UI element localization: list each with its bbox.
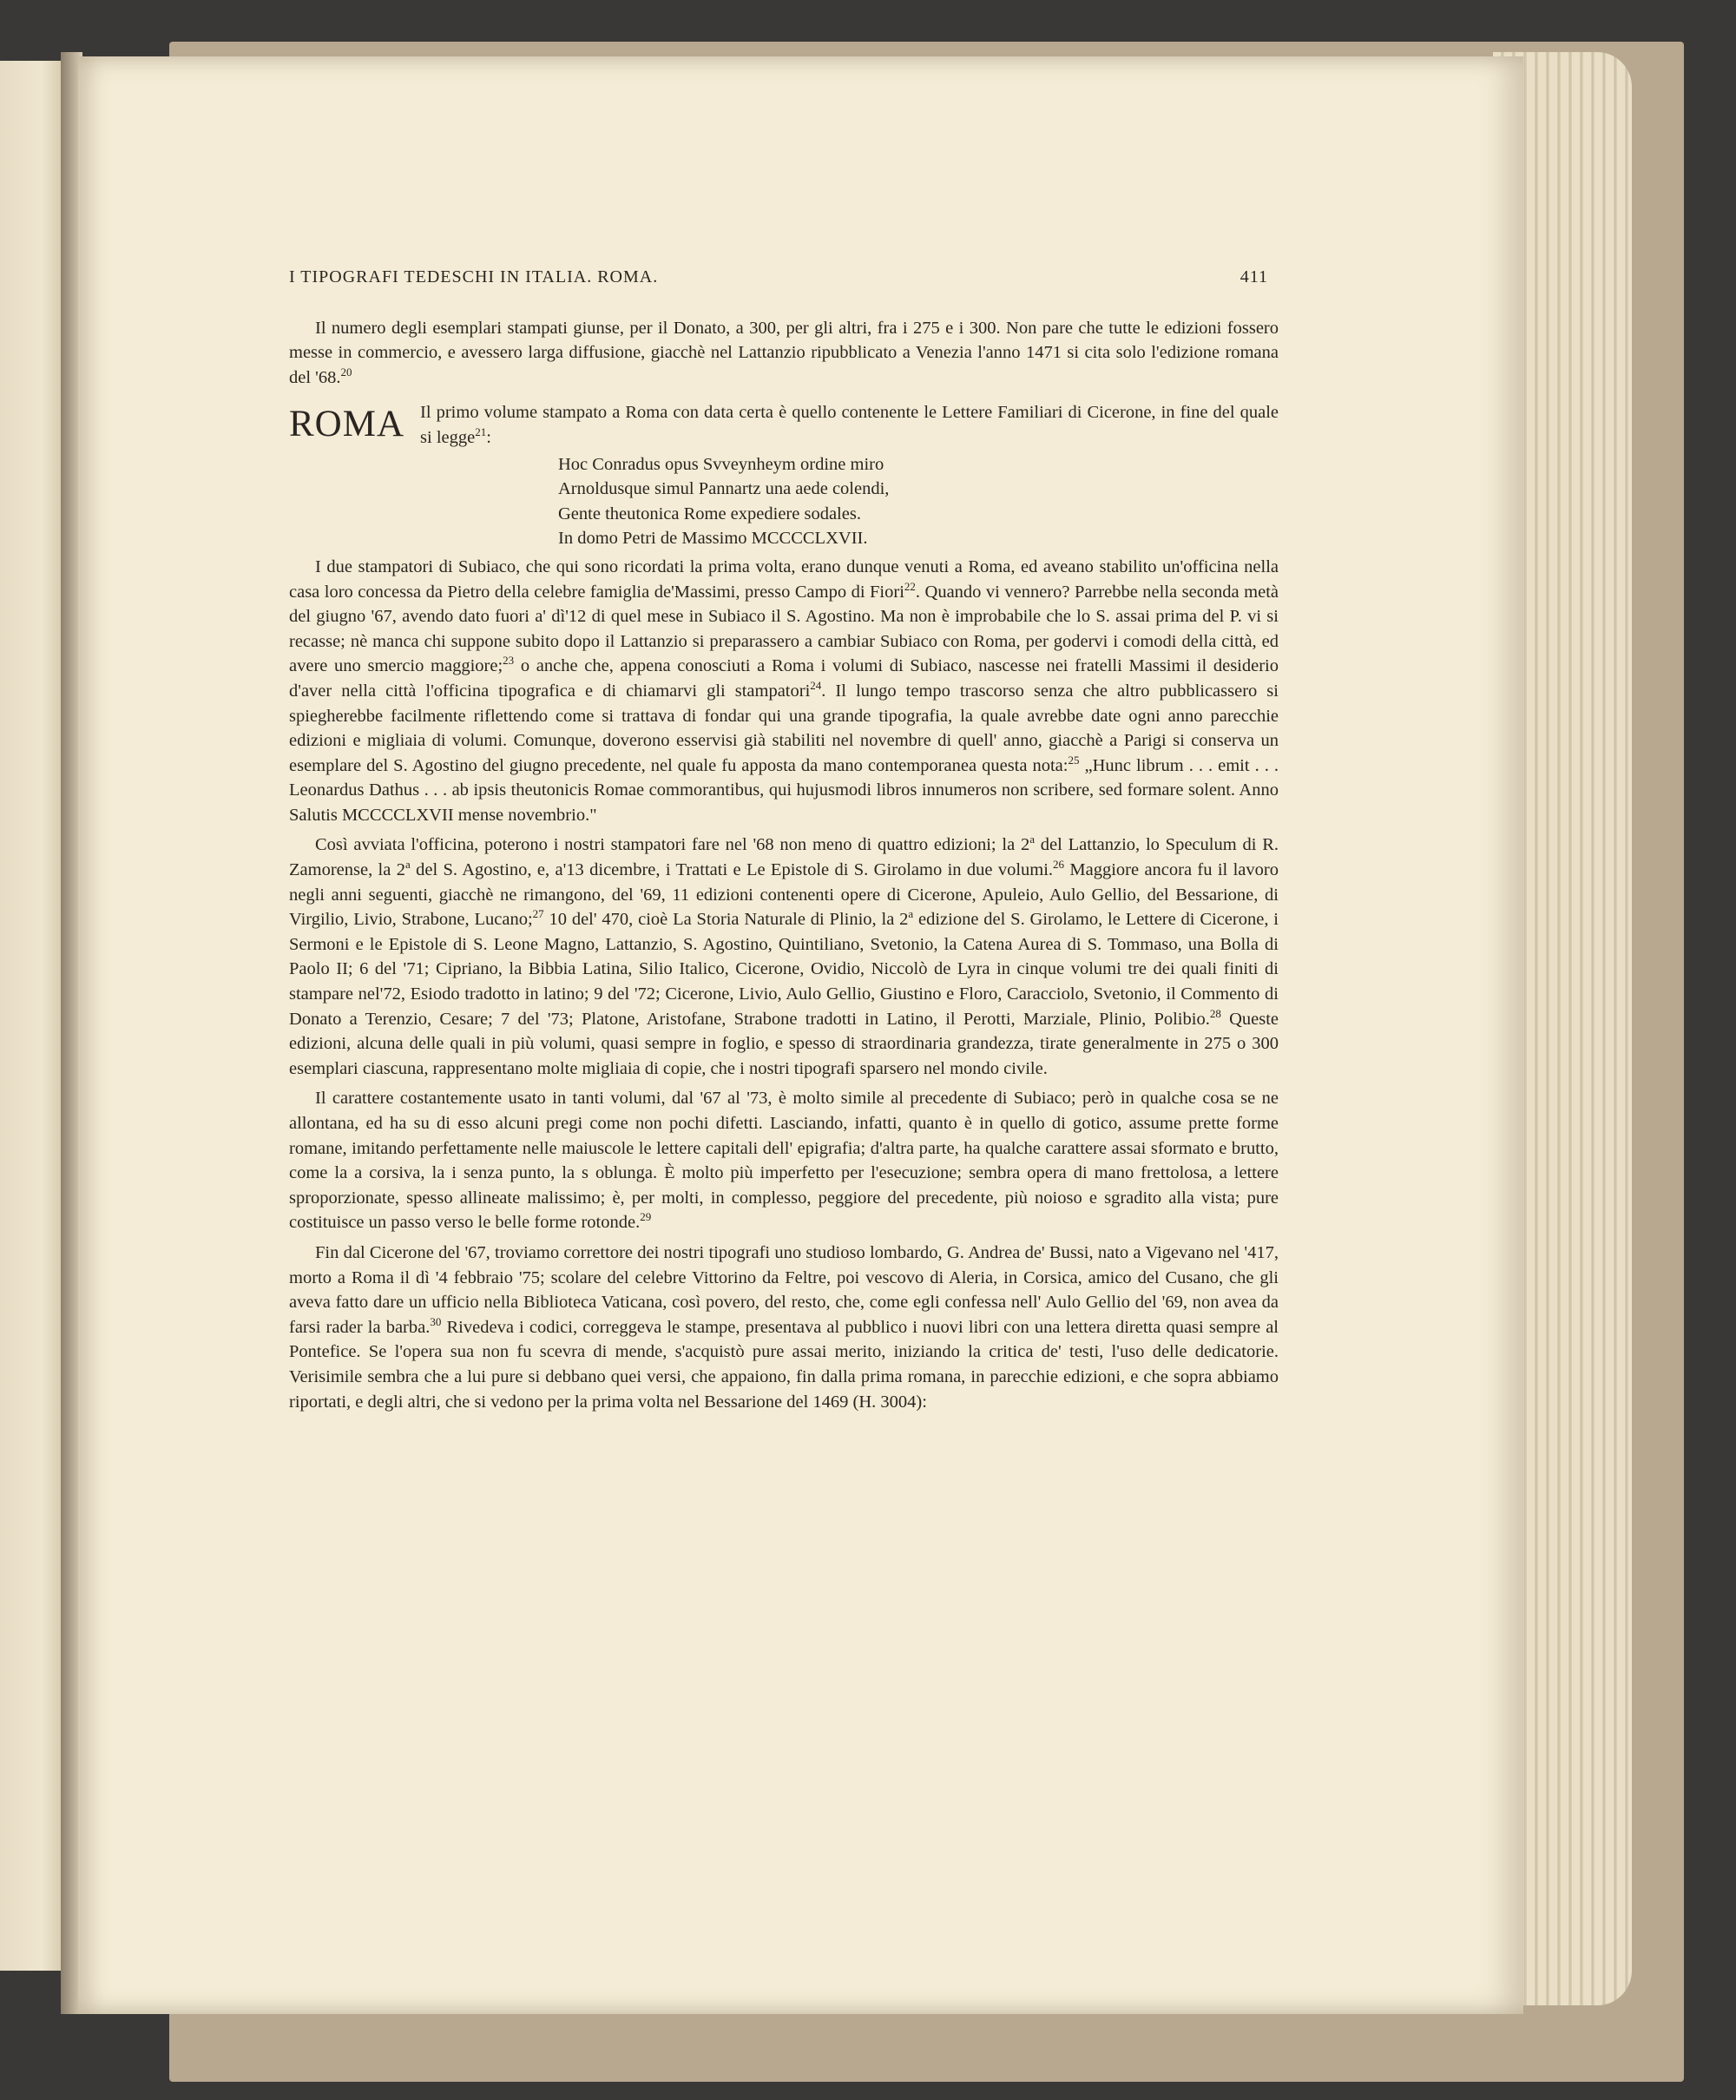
paragraph-roma-first: Il primo volume stampato a Roma con data certa è quello contenente le Lettere Familiari di Cicerone, in fine del quale si legge$^{21}$: [420, 403, 1279, 447]
paragraph-intro: Il numero degli esemplari stampati giunse, per il Donato, a 300, per gli altri, fra i 275 e i 300. Non pare che tutte le edizioni fossero messe in commercio, e avessero larga diffusione, giacchè nel Lattanzio ripubblicato a Venezia l'anno 1471 si cita solo l'edizione romana del '68.20 [289, 318, 1279, 387]
footnote-ref: 28 [1209, 1006, 1221, 1020]
verse-line: Gente theutonica Rome expediere sodales. [558, 504, 861, 523]
page-number: 411 [1240, 267, 1268, 286]
paragraph-stampatori: I due stampatori di Subiaco, che qui sono ricordati la prima volta, erano dunque venuti a Roma, ed aveano stabilito un'officina nella casa loro concessa da Pietro della celebre famiglia de'Massimi, presso Campo di Fiori$^{22}$. Quando vi vennero? Parrebbe nella seconda metà del giugno '67, avendo dato fuori a' dì'12 di quel mese in Subiaco il S. Agostino. Ma non è improbabile che lo S. assai prima del P. vi si recasse; nè manca chi suppone subito dopo il Lattanzio si preparassero a cambiar Subiaco con Roma, per godervi i comodi della città, ed avere uno smercio maggiore;$^{23}$ o anche che, appena conosciuti a Roma i volumi di Subiaco, nascesse nei fratelli Massimi il desiderio d'aver nella città l'officina tipografica e di chiamarvi gli stampatori$^{24}$. Il lungo tempo trascorso senza che altro pubblicassero si spiegherebbe facilmente riflettendo come si trattava di fondar qui una grande tipografia, la quale avrebbe date ogni anno parecchie edizioni e migliaia di volumi. Comunque, doverono esservisi già stabiliti nel novembre di quell' anno, giacchè a Parigi si conserva un esemplare del S. Agostino del giugno precedente, nel quale fu apposta da mano contemporanea questa nota:$^{25}$ „Hunc librum . . . emit . . . Leonardus Dathus . . . ab ipsis theutonicis Romae commorantibus, qui hujusmodi libros innumeros non scribere, sed formare solent. Anno Salutis MCCCCLXVII mense novembrio." [289, 556, 1279, 825]
running-title: I TIPOGRAFI TEDESCHI IN ITALIA. ROMA. [289, 267, 659, 286]
running-head [289, 265, 1279, 290]
paragraph-correttore: Fin dal Cicerone del '67, troviamo correttore dei nostri tipografi uno studioso lombardo, G. Andrea de' Bussi, nato a Vigevano nel '417, morto a Roma il dì '4 febbraio '75; scolare del celebre Vittorino da Feltre, poi vescovo di Aleria, in Corsica, amico del Cusano, che gli aveva fatto dare un ufficio nella Biblioteca Vaticana, così povero, del resto, che, come egli confessa nell' Aulo Gellio del '69, non avea da farsi rader la barba.$^{30}$ Rivedeva i codici, correggeva le stampe, presentava al pubblico i nuovi libri con una lettera diretta quasi sempre al Pontefice. Se l'opera sua non fu scevra di mende, s'acquistò pure assai merito, iniziando la critica de' testi, l'uso delle dedicatorie. Verisimile sembra che a lui pure si debbano quei versi, che appaiono, fin dalla prima romana, in parecchie edizioni, e che sopra abbiamo riportati, e degli altri, che si vedono per la prima volta nel Bessarione del 1469 (H. 3004): [289, 1242, 1279, 1412]
footnote-ref: 21 [475, 425, 487, 439]
footnote-ref: 26 [1053, 858, 1065, 872]
footnote-ref: 25 [1068, 753, 1080, 767]
footnote-ref: 27 [532, 907, 544, 921]
footnote-ref: 20 [340, 365, 352, 379]
colophon-verse [558, 452, 1279, 551]
section-roma [289, 400, 1279, 450]
text-block [289, 265, 1279, 1419]
footnote-ref: 23 [503, 654, 515, 668]
section-title: ROMA [289, 404, 405, 445]
verse-line: In domo Petri de Massimo MCCCCLXVII. [558, 529, 868, 549]
footnote-ref: 29 [640, 1210, 652, 1224]
footnote-ref: 24 [810, 679, 822, 693]
facing-page-edge [0, 61, 69, 1971]
footnote-ref: 22 [904, 579, 916, 593]
verse-line: Hoc Conradus opus Svveynheym ordine miro [558, 454, 884, 474]
verse-line: Arnoldusque simul Pannartz una aede colendi, [558, 479, 890, 499]
paragraph-carattere: Il carattere costantemente usato in tanti volumi, dal '67 al '73, è molto simile al precedente di Subiaco; però in qualche cosa se ne allontana, ed ha su di esso alcuni pregi come non pochi difetti. Lasciando, infatti, quanto è in quello di gotico, assume prette forme romane, imitando perfettamente nelle maiuscole le lettere capitali dell' epigrafia; d'altra parte, ha qualche carattere assai sformato e brutto, come la a corsiva, la i senza punto, la s oblunga. È molto più imperfetto per l'esecuzione; sembra opera di mano frettolosa, a lettere sproporzionate, spesso allineate malissimo; è, per molti, in complesso, peggiore del precedente, più noioso e sgradito alla vista; pure costituisce un passo verso le belle forme rotonde.$^{29}$ [289, 1089, 1279, 1233]
paragraph-edizioni: Così avviata l'officina, poterono i nostri stampatori fare nel '68 non meno di quattro edizioni; la 2$^a$ del Lattanzio, lo Speculum di R. Zamorense, la 2$^a$ del S. Agostino, e, a'13 dicembre, i Trattati e Le Epistole di S. Girolamo in due volumi.$^{26}$ Maggiore ancora fu il lavoro negli anni seguenti, giacchè ne rimangono, del '69, 11 edizioni contenenti opere di Cicerone, Apuleio, Aulo Gellio, del Bessarione, di Virgilio, Livio, Strabone, Lucano;$^{27}$ 10 del' 470, cioè La Storia Naturale di Plinio, la 2$^a$ edizione del S. Girolamo, le Lettere di Cicerone, i Sermoni e le Epistole di S. Leone Magno, Lattanzio, S. Agostino, Quintiliano, Svetonio, la Catena Aurea di S. Tommaso, una Bolla di Paolo II; 6 del '71; Cipriano, la Bibbia Latina, Silio Italico, Cicerone, Ovidio, Niccolò de Lyra in cinque volumi tre dei quali finiti di stampare nel'72, Esiodo tradotto in latino; 9 del '72; Cicerone, Livio, Aulo Gellio, Giustino e Floro, Caracciolo, Svetonio, il Commento di Donato a Terenzio, Cesare; 7 del '73; Platone, Aristofane, Strabone tradotti in Latino, il Perotti, Marziale, Plinio, Polibio.$^{28}$ Queste edizioni, alcuna delle quali in più volumi, quasi sempre in foglio, e spesso di straordinaria grandezza, tirate generalmente in 275 o 300 esemplari ciascuna, rappresentano molte migliaia di copie, che i nostri tipografi sparsero nel mondo civile. [289, 833, 1279, 1078]
book-page [78, 56, 1523, 2014]
footnote-ref: 30 [430, 1314, 442, 1328]
